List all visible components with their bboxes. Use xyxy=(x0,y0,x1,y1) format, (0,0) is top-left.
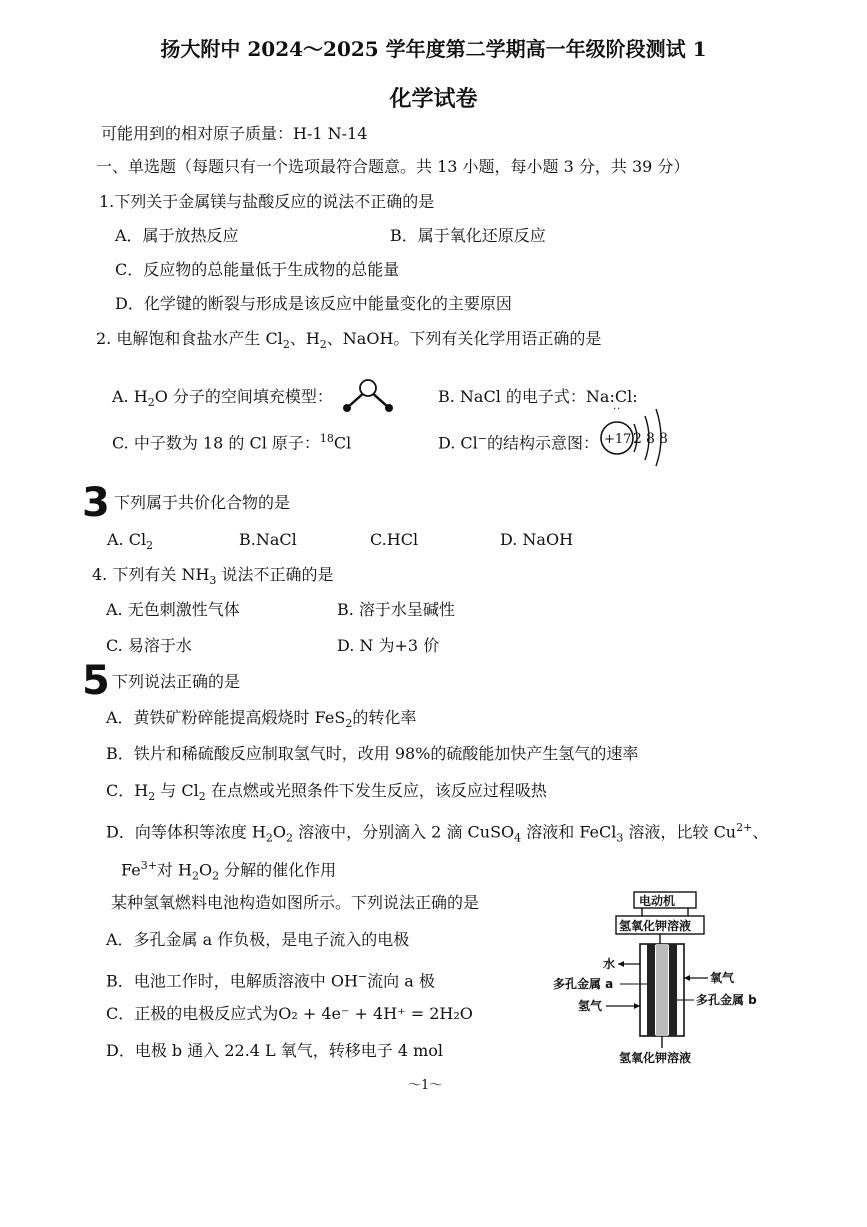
section-heading: 一、单选题（每题只有一个选项最符合题意。共 13 小题，每小题 3 分，共 39 分） xyxy=(96,157,690,176)
q6-stem: 某种氢氧燃料电池构造如图所示。下列说法正确的是 xyxy=(111,893,480,912)
chloride-ion-structure-diagram xyxy=(598,404,672,466)
q5-handwritten-number: 5 xyxy=(82,658,110,704)
q5-option-c: C．$H_2$ 与 $Cl_2$ 在点燃或光照条件下发生反应，该反应过程吸热 xyxy=(106,781,547,804)
q1-stem: 1.下列关于金属镁与盐酸反应的说法不正确的是 xyxy=(99,192,435,211)
water-space-filling-model xyxy=(340,378,396,414)
motor-label: 电动机 xyxy=(639,894,676,908)
q2-option-b: B. NaCl 的电子式：Na:Cl: xyxy=(438,387,638,406)
shell-1-electrons: 2 xyxy=(633,431,642,447)
q5-option-d-continued: $Fe^{3+}$对 $H_2O_2$ 分解的催化作用 xyxy=(121,859,337,883)
q5-option-b: B．铁片和稀硫酸反应制取氢气时，改用 98%的硫酸能加快产生氢气的速率 xyxy=(106,744,639,763)
q5-stem: 下列说法正确的是 xyxy=(112,672,241,691)
q4-option-b: B. 溶于水呈碱性 xyxy=(337,600,455,619)
q1-option-b: B．属于氧化还原反应 xyxy=(390,226,546,245)
q3-option-c: C.HCl xyxy=(370,530,419,549)
q2-option-d: D. Cl−的结构示意图： xyxy=(438,432,600,453)
q2-option-c: C. 中子数为 18 的 Cl 原子：$^{18}$Cl xyxy=(112,432,352,453)
metal-a-label: 多孔金属 a xyxy=(553,977,614,991)
exam-title: 扬大附中 2024～2025 学年度第二学期高一年级阶段测试 1 xyxy=(160,37,707,61)
oxygen-label: 氧气 xyxy=(710,971,735,985)
shell-3-electrons: 8 xyxy=(659,431,668,447)
water-label: 水 xyxy=(603,957,616,971)
q4-option-a: A. 无色刺激性气体 xyxy=(106,600,240,619)
q2-stem: 2. 电解饱和食盐水产生 $Cl_2$、$H_2$、NaOH。下列有关化学用语正确的是 xyxy=(96,329,602,352)
q3-handwritten-number: 3 xyxy=(82,480,110,526)
atomic-mass-note: 可能用到的相对原子质量：H-1 N-14 xyxy=(101,124,368,143)
q4-stem: 4. 下列有关 $NH_3$ 说法不正确的是 xyxy=(92,565,334,588)
q6-option-a: A．多孔金属 a 作负极，是电子流入的电极 xyxy=(106,930,410,949)
koh-top-label: 氢氧化钾溶液 xyxy=(619,919,692,933)
q3-option-d: D. NaOH xyxy=(500,530,574,549)
q4-option-d: D. N 为+3 价 xyxy=(337,636,440,655)
q1-option-d: D．化学键的断裂与形成是该反应中能量变化的主要原因 xyxy=(115,294,512,313)
q3-option-b: B.NaCl xyxy=(239,530,297,549)
fuel-cell-diagram xyxy=(548,886,757,1072)
q3-stem: 下列属于共价化合物的是 xyxy=(114,493,291,512)
q4-option-c: C. 易溶于水 xyxy=(106,636,192,655)
metal-b-label: 多孔金属 b xyxy=(696,993,757,1007)
nucleus-charge: +17 xyxy=(604,432,632,447)
exam-subtitle: 化学试卷 xyxy=(389,86,478,112)
hydrogen-label: 氢气 xyxy=(578,999,603,1013)
q3-option-a: A. $Cl_2$ xyxy=(107,530,154,553)
cl-lone-pair-dots: ·· xyxy=(613,404,622,415)
q6-option-d: D．电极 b 通入 22.4 L 氧气，转移电子 4 mol xyxy=(106,1041,444,1060)
page-number: ～1～ xyxy=(408,1078,443,1093)
shell-2-electrons: 8 xyxy=(646,431,655,447)
koh-bottom-label: 氢氧化钾溶液 xyxy=(619,1051,692,1065)
q6-option-c: C．正极的电极反应式为O₂ + 4e⁻ + 4H⁺ = 2H₂O xyxy=(106,1004,473,1023)
q6-option-b: B．电池工作时，电解质溶液中 OH−流向 a 极 xyxy=(106,970,435,991)
q6-equation: O₂ + 4e⁻ + 4H⁺ = 2H₂O xyxy=(278,1004,473,1023)
q5-option-a: A．黄铁矿粉碎能提高煅烧时 FeS$_2$的转化率 xyxy=(106,708,417,731)
nacl-electron-formula: Na:Cl: xyxy=(585,387,638,406)
q5-option-d: D．向等体积等浓度 $H_2O_2$ 溶液中，分别滴入 2 滴 CuSO$_4$ 溶液和 FeCl$_3$ 溶液，比较 $Cu^{2+}$、 xyxy=(106,821,769,845)
q1-option-a: A．属于放热反应 xyxy=(115,226,239,245)
q1-option-c: C．反应物的总能量低于生成物的总能量 xyxy=(115,260,400,279)
q2-option-a: A. $H_2O$ 分子的空间填充模型： xyxy=(112,387,333,410)
